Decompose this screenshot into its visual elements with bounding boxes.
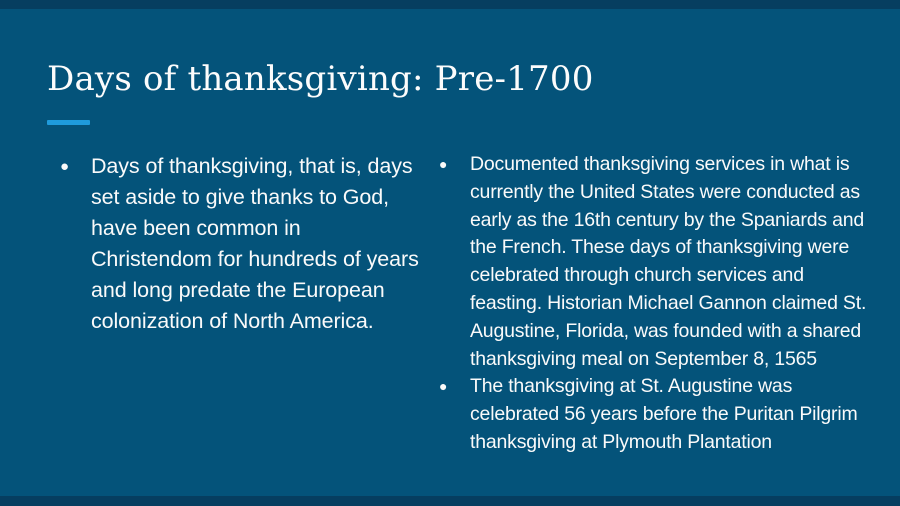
bullet-icon: ●	[439, 378, 448, 395]
title-accent-line	[47, 120, 90, 125]
left-bullet-list	[47, 151, 432, 337]
bottom-edge-bar	[0, 496, 900, 506]
right-column	[432, 151, 870, 457]
slide-title: Days of thanksgiving: Pre-1700	[47, 59, 594, 99]
right-bullet-list	[432, 151, 870, 457]
bullet-text: Days of thanksgiving, that is, days set aside to give thanks to God, have been common in Christendom for hundreds of years and long predate the European colonization of North America.	[91, 154, 419, 333]
list-item	[432, 373, 870, 456]
list-item	[432, 151, 870, 373]
bullet-icon: ●	[60, 158, 69, 175]
list-item	[47, 151, 432, 337]
slide-body	[47, 151, 870, 457]
left-column	[47, 151, 432, 337]
bullet-icon: ●	[439, 156, 448, 172]
bullet-text: Documented thanksgiving services in what is currently the United States were conducted as early as the 16th century by the Spaniards and the French. These days of thanksgiving were celebrated through church services and feasting. Historian Michael Gannon claimed St. Augustine, Florida, was founded with a shared thanksgiving meal on September 8, 1565	[470, 153, 867, 370]
bullet-text: The thanksgiving at St. Augustine was celebrated 56 years before the Puritan Pilgrim thanksgiving at Plymouth Plantation	[470, 375, 858, 453]
